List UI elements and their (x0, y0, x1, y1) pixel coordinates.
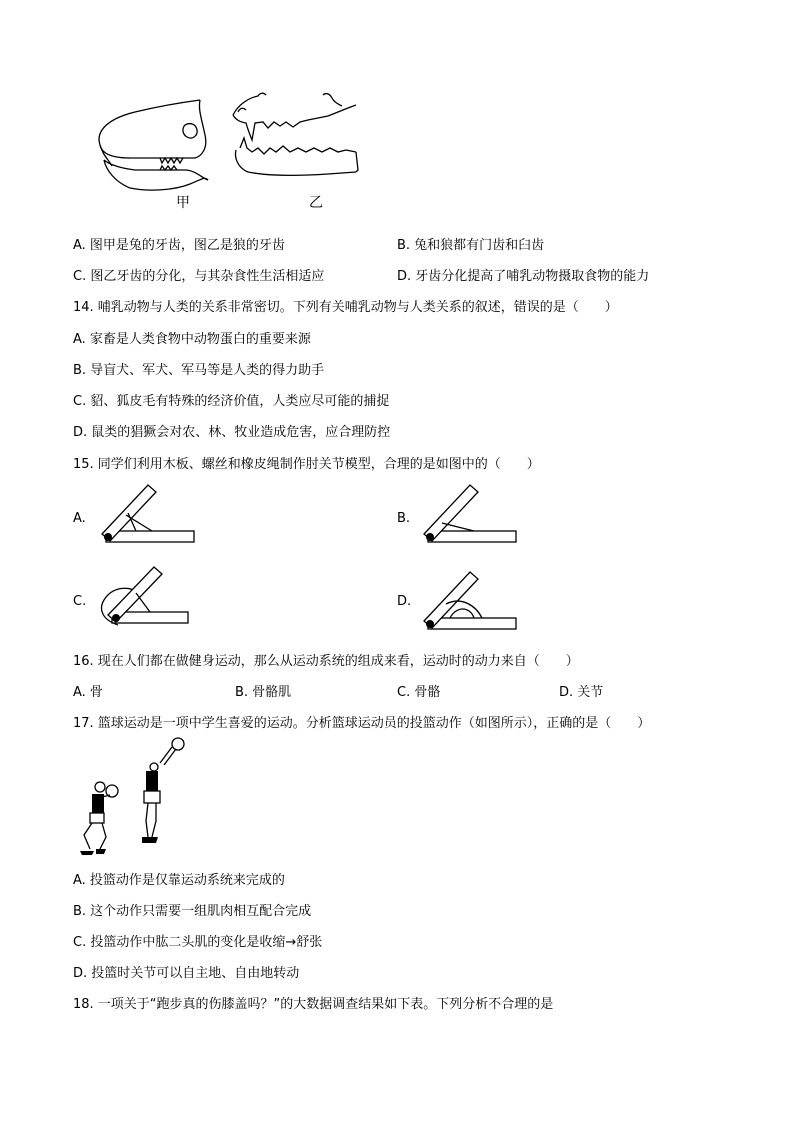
q17-stem: 17. 篮球运动是一项中学生喜爱的运动。分析篮球运动员的投篮动作（如图所示），正确的是（ ） (73, 716, 651, 731)
q16-option-d[interactable]: D. 关节 (559, 685, 604, 700)
q13-option-d[interactable]: D. 牙齿分化提高了哺乳动物摄取食物的能力 (397, 269, 650, 284)
q17-option-d[interactable]: D. 投篮时关节可以自主地、自由地转动 (73, 966, 300, 981)
elbow-model-d[interactable] (420, 570, 520, 635)
elbow-model-a[interactable] (98, 483, 198, 548)
q14-option-c[interactable]: C. 貂、狐皮毛有特殊的经济价值，人类应尽可能的捕捉 (73, 394, 390, 409)
rabbit-skull-figure (90, 100, 220, 195)
figure-label-jia: 甲 (176, 195, 190, 211)
q14-option-b[interactable]: B. 导盲犬、军犬、军马等是人类的得力助手 (73, 363, 325, 378)
q18-stem: 18. 一项关于“跑步真的伤膝盖吗？”的大数据调查结果如下表。下列分析不合理的是 (73, 997, 554, 1012)
q13-option-a[interactable]: A. 图甲是兔的牙齿，图乙是狼的牙齿 (73, 238, 285, 253)
elbow-model-c[interactable] (98, 565, 198, 635)
q17-option-c[interactable]: C. 投篮动作中肱二头肌的变化是收缩→舒张 (73, 935, 323, 950)
q14-option-d[interactable]: D. 鼠类的猖獗会对农、林、牧业造成危害，应合理防控 (73, 425, 391, 440)
elbow-model-b[interactable] (420, 483, 520, 548)
q14-stem: 14. 哺乳动物与人类的关系非常密切。下列有关哺乳动物与人类关系的叙述，错误的是（ ） (73, 300, 618, 315)
figure-label-yi: 乙 (309, 195, 323, 211)
q17-option-a[interactable]: A. 投篮动作是仅靠运动系统来完成的 (73, 873, 285, 888)
q16-option-b[interactable]: B. 骨骼肌 (235, 685, 292, 700)
q16-stem: 16. 现在人们都在做健身运动，那么从运动系统的组成来看，运动时的动力来自（ ） (73, 654, 579, 669)
q15-option-c-label[interactable]: C. (73, 594, 87, 609)
q15-option-d-label[interactable]: D. (397, 594, 412, 609)
q15-option-a-label[interactable]: A. (73, 511, 86, 526)
q14-option-a[interactable]: A. 家畜是人类食物中动物蛋白的重要来源 (73, 332, 311, 347)
q16-option-c[interactable]: C. 骨骼 (397, 685, 441, 700)
basketball-players-figure (76, 737, 186, 862)
q15-option-b-label[interactable]: B. (397, 511, 411, 526)
q15-stem: 15. 同学们利用木板、螺丝和橡皮绳制作肘关节模型，合理的是如图中的（ ） (73, 457, 540, 472)
wolf-jaw-figure (228, 90, 363, 185)
q13-option-c[interactable]: C. 图乙牙齿的分化，与其杂食性生活相适应 (73, 269, 325, 284)
q17-option-b[interactable]: B. 这个动作只需要一组肌肉相互配合完成 (73, 904, 312, 919)
q13-option-b[interactable]: B. 兔和狼都有门齿和臼齿 (397, 238, 545, 253)
q16-option-a[interactable]: A. 骨 (73, 685, 103, 700)
